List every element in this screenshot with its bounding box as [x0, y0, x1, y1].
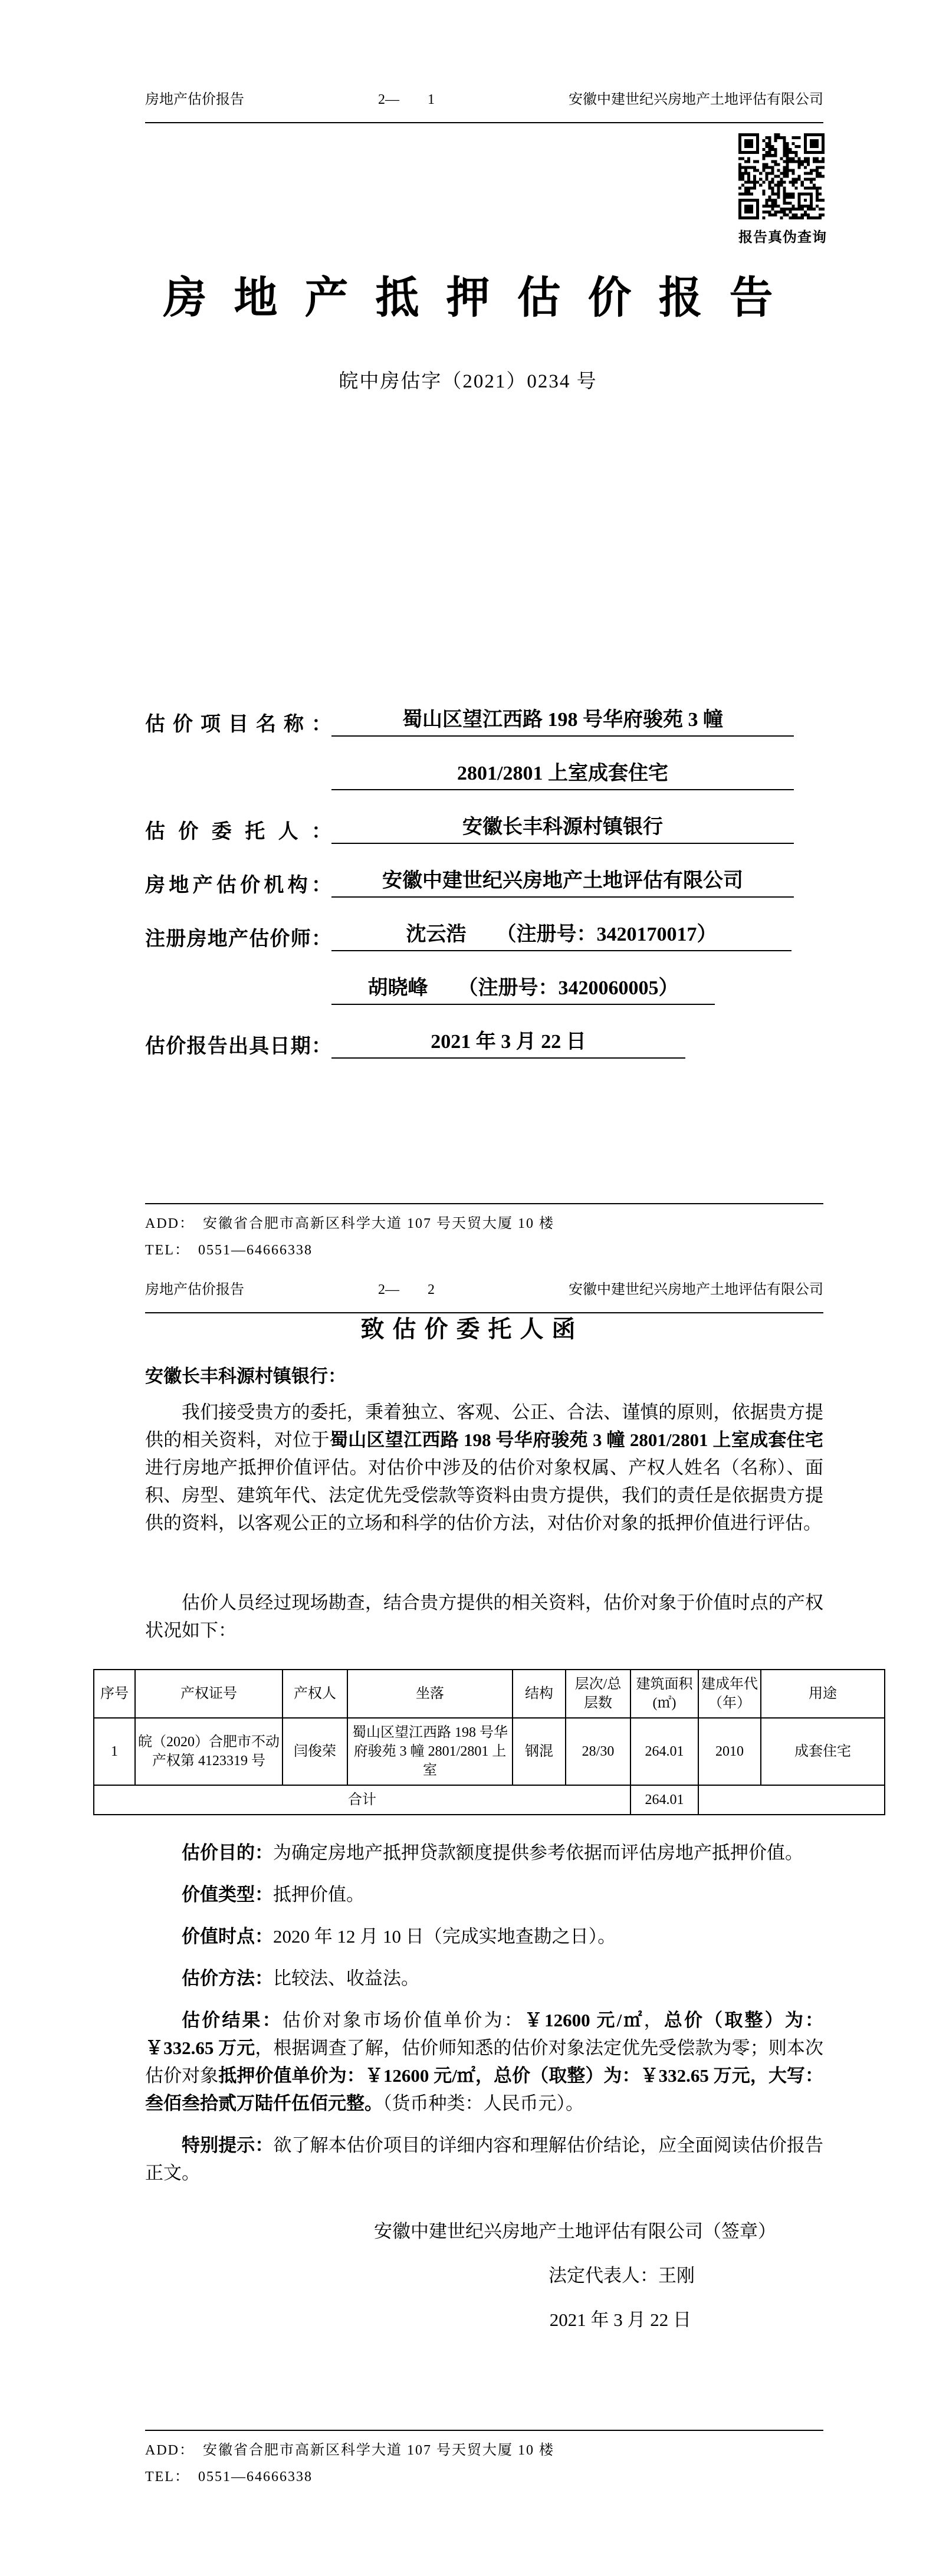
salutation: 安徽长丰科源村镇银行：	[145, 1366, 346, 1386]
table-cell: 蜀山区望江西路 198 号华府骏苑 3 幢 2801/2801 上室	[347, 1718, 513, 1785]
footer-address: ADD： 安徽省合肥市高新区科学大道 107 号天贸大厦 10 楼	[145, 1216, 554, 1231]
item-notice	[145, 2131, 823, 2187]
footer-phone: TEL： 0551—64666338	[145, 1243, 313, 1258]
table-header-cell: 用途	[761, 1670, 885, 1718]
text-segment-bold: 抵押价值单价为：￥12600 元/㎡，总价（取整）为：￥332.65 万元，大写：叁佰叁拾贰万陆仟伍佰元整。	[145, 2065, 823, 2114]
field-issue-date	[145, 1025, 794, 1059]
table-cell: 闫俊荣	[283, 1718, 347, 1785]
table-cell: 钢混	[513, 1718, 566, 1785]
table-cell: 1	[94, 1718, 135, 1785]
text-segment: ，	[643, 2010, 664, 2030]
table-header-cell: 序号	[94, 1670, 135, 1718]
text-segment: （货币种类：人民币元）。	[383, 2093, 584, 2114]
qr-code	[738, 133, 825, 219]
table-total-label: 合计	[94, 1785, 630, 1815]
page1-header	[145, 87, 823, 123]
footer-phone: TEL： 0551—64666338	[145, 2469, 313, 2485]
field-label: 房地产估价机构：	[145, 875, 331, 896]
item-label: 估价目的：	[182, 1842, 273, 1863]
field-value: 安徽中建世纪兴房地产土地评估有限公司	[331, 864, 794, 898]
letter-body	[100, 1362, 851, 2334]
footer-address: ADD： 安徽省合肥市高新区科学大道 107 号天贸大厦 10 楼	[145, 2443, 554, 2458]
signature-legal-rep: 法定代表人：王刚	[549, 2265, 695, 2286]
item-text: 2020 年 12 月 10 日（完成实地查勘之日）。	[273, 1926, 616, 1947]
item-text: 比较法、收益法。	[273, 1968, 419, 1989]
field-value: 沈云浩 （注册号：3420170017）	[331, 918, 792, 951]
field-value: 蜀山区望江西路 198 号华府骏苑 3 幢	[331, 703, 794, 737]
table-total-row	[94, 1785, 885, 1815]
field-project-name-line2	[145, 757, 794, 790]
report-info-fields	[145, 703, 794, 1079]
table-cell: 264.01	[630, 1718, 698, 1785]
table-header-cell: 层次/总层数	[566, 1670, 630, 1718]
intro-paragraph	[145, 1398, 823, 1537]
qr-caption: 报告真伪查询	[738, 230, 827, 245]
report-number: 皖中房估字（2021）0234 号	[339, 371, 597, 392]
field-appraiser-2	[145, 971, 794, 1005]
item-value-date	[145, 1923, 823, 1950]
item-label: 估价结果：	[182, 2010, 283, 2030]
text-segment-bold: 总价（取整）为：￥332.65 万元	[145, 2010, 824, 2058]
table-header-row	[94, 1670, 885, 1718]
letter-title: 致估价委托人函	[360, 1316, 584, 1342]
table-header-cell: 坐落	[347, 1670, 513, 1718]
page2-header	[145, 1277, 823, 1313]
field-project-name	[145, 703, 794, 737]
item-purpose	[145, 1839, 823, 1867]
report-title: 房地产抵押估价报告	[163, 274, 800, 323]
table-header-cell: 建成年代（年）	[698, 1670, 761, 1718]
page1-footer	[145, 1203, 823, 1264]
signature-date: 2021 年 3 月 22 日	[549, 2309, 691, 2330]
field-label: 估价项目名称：	[145, 714, 331, 735]
field-value: 2021 年 3 月 22 日	[331, 1025, 685, 1059]
table-cell: 成套住宅	[761, 1718, 885, 1785]
text-segment: 我们接受贵方的委托，秉着独立、客观、公正、合法、谨慎的原则，依据贵方提供的相关资料，对位于	[145, 1402, 823, 1450]
table-row	[94, 1718, 885, 1785]
text-segment-bold: 蜀山区望江西路 198 号华府骏苑 3 幢 2801/2801 上室成套住宅	[329, 1430, 823, 1450]
table-cell: 皖（2020）合肥市不动产权第 4123319 号	[135, 1718, 283, 1785]
table-cell: 28/30	[566, 1718, 630, 1785]
item-label: 特别提示：	[182, 2135, 274, 2156]
field-appraiser-1	[145, 918, 794, 951]
header-page-number: 2— 1	[378, 92, 435, 107]
qr-verification-block	[738, 133, 825, 246]
text-segment-bold: ￥12600 元/㎡	[524, 2010, 644, 2030]
item-text: 欲了解本估价项目的详细内容和理解估价结论，应全面阅读估价报告正文。	[145, 2135, 824, 2183]
item-label: 价值类型：	[182, 1884, 273, 1905]
item-label: 价值时点：	[182, 1926, 273, 1947]
field-label: 注册房地产估价师：	[145, 928, 331, 950]
field-client	[145, 810, 794, 844]
field-agency	[145, 864, 794, 898]
text-segment: 进行房地产抵押价值评估。对估价中涉及的估价对象权属、产权人姓名（名称）、面积、房型、建筑年代、法定优先受偿款等资料由贵方提供，我们的责任是依据贵方提供的资料，以客观公正的立场和科学的估价方法，对估价对象的抵押价值进行评估。	[145, 1457, 823, 1533]
field-label: 估价委托人：	[145, 821, 331, 843]
header-page-number: 2— 2	[378, 1282, 435, 1297]
field-label: 估价报告出具日期：	[145, 1036, 331, 1057]
page2-footer	[145, 2430, 823, 2491]
table-header-cell: 建筑面积(㎡)	[630, 1670, 698, 1718]
item-method	[145, 1964, 823, 1992]
header-company-name: 安徽中建世纪兴房地产土地评估有限公司	[569, 1282, 823, 1297]
table-header-cell: 结构	[513, 1670, 566, 1718]
table-total-area: 264.01	[630, 1785, 698, 1815]
item-text: 为确定房地产抵押贷款额度提供参考依据而评估房地产抵押价值。	[273, 1842, 803, 1863]
field-value: 胡晓峰 （注册号：3420060005）	[331, 971, 715, 1005]
survey-paragraph: 估价人员经过现场勘查，结合贵方提供的相关资料，估价对象于价值时点的产权状况如下：	[145, 1592, 823, 1641]
table-cell: 2010	[698, 1718, 761, 1785]
text-segment: 估价对象市场价值单价为：	[282, 2010, 524, 2030]
property-rights-table	[93, 1669, 885, 1815]
item-text: 抵押价值。	[273, 1884, 364, 1905]
item-result	[145, 2006, 823, 2117]
table-empty-cell	[698, 1785, 885, 1815]
header-doc-type: 房地产估价报告	[145, 92, 244, 107]
field-value: 2801/2801 上室成套住宅	[331, 757, 794, 790]
header-doc-type: 房地产估价报告	[145, 1282, 244, 1297]
table-header-cell: 产权证号	[135, 1670, 283, 1718]
text-segment: ，根据调查了解，估价师知悉的估价对象法定优先受偿款为零；则本次估价对象	[145, 2038, 824, 2086]
item-label: 估价方法：	[182, 1968, 273, 1989]
signature-company: 安徽中建世纪兴房地产土地评估有限公司（签章）	[374, 2221, 776, 2242]
item-value-type	[145, 1881, 823, 1908]
table-header-cell: 产权人	[283, 1670, 347, 1718]
field-value: 安徽长丰科源村镇银行	[331, 810, 794, 844]
header-company-name: 安徽中建世纪兴房地产土地评估有限公司	[569, 92, 823, 107]
